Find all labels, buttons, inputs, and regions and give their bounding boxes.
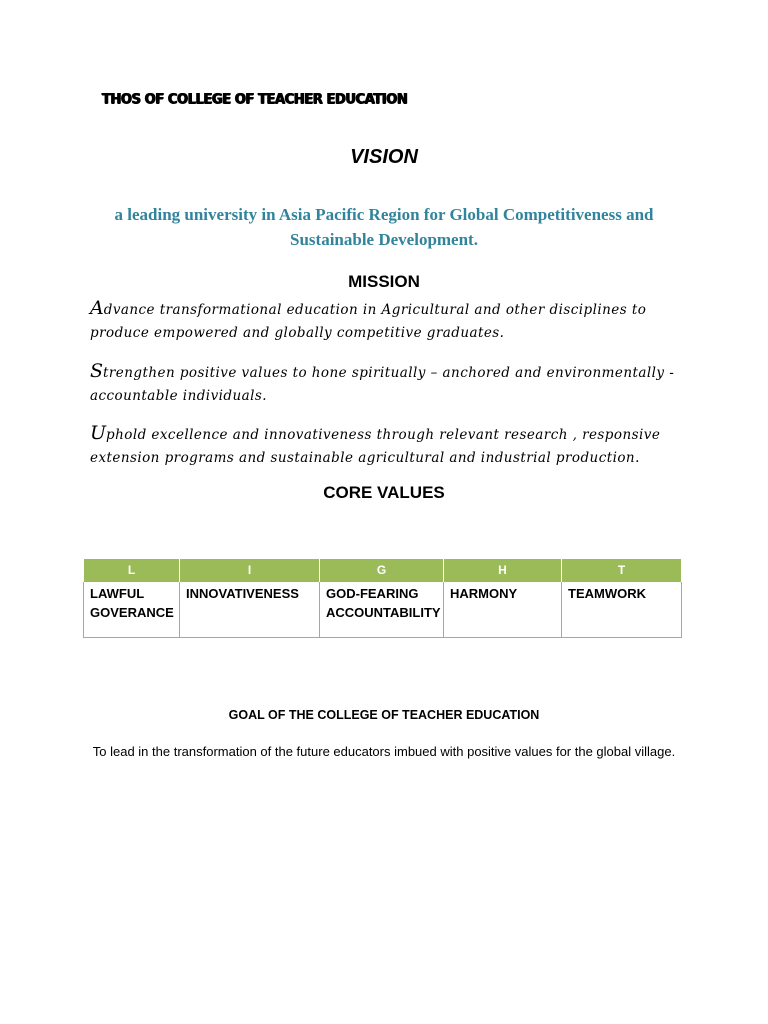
mission-item-initial: S: [90, 360, 104, 382]
core-value-letter: T: [562, 559, 682, 582]
goal-statement: To lead in the transformation of the future educators imbued with positive values for the global village.: [92, 744, 676, 759]
core-value-cell: INNOVATIVENESS: [180, 582, 320, 638]
mission-item-initial: A: [90, 297, 104, 319]
mission-item-text: trengthen positive values to hone spiritually – anchored and environmentally - accountable individuals.: [90, 365, 675, 404]
mission-item-text: phold excellence and innovativeness through relevant research , responsive extension programs and sustainable agricultural and industrial production.: [90, 427, 661, 466]
core-value-letter: H: [444, 559, 562, 582]
vision-statement: a leading university in Asia Pacific Region for Global Competitiveness and Sustainable Development.: [114, 205, 654, 249]
mission-item: [90, 297, 680, 344]
goal-heading: GOAL OF THE COLLEGE OF TEACHER EDUCATION: [228, 708, 540, 722]
core-value-letter: I: [180, 559, 320, 582]
core-value-letter: L: [84, 559, 180, 582]
core-value-cell: HARMONY: [444, 582, 562, 638]
core-value-letter: G: [320, 559, 444, 582]
core-value-cell: GOD-FEARING ACCOUNTABILITY: [320, 582, 444, 638]
mission-heading: MISSION: [348, 272, 420, 291]
core-value-cell: TEAMWORK: [562, 582, 682, 638]
document-header-title: THOS OF COLLEGE OF TEACHER EDUCATION: [102, 91, 408, 108]
core-values-row: [84, 582, 682, 638]
core-values-heading: CORE VALUES: [323, 483, 445, 502]
vision-heading: VISION: [350, 146, 418, 168]
core-value-cell: LAWFUL GOVERANCE: [84, 582, 180, 638]
mission-item: [90, 422, 680, 469]
core-values-letter-row: [84, 559, 682, 582]
mission-item: [90, 360, 680, 407]
core-values-table: [83, 559, 682, 638]
mission-item-initial: U: [90, 422, 107, 444]
mission-item-text: dvance transformational education in Agricultural and other disciplines to produce empowered and globally competitive graduates.: [90, 302, 647, 341]
